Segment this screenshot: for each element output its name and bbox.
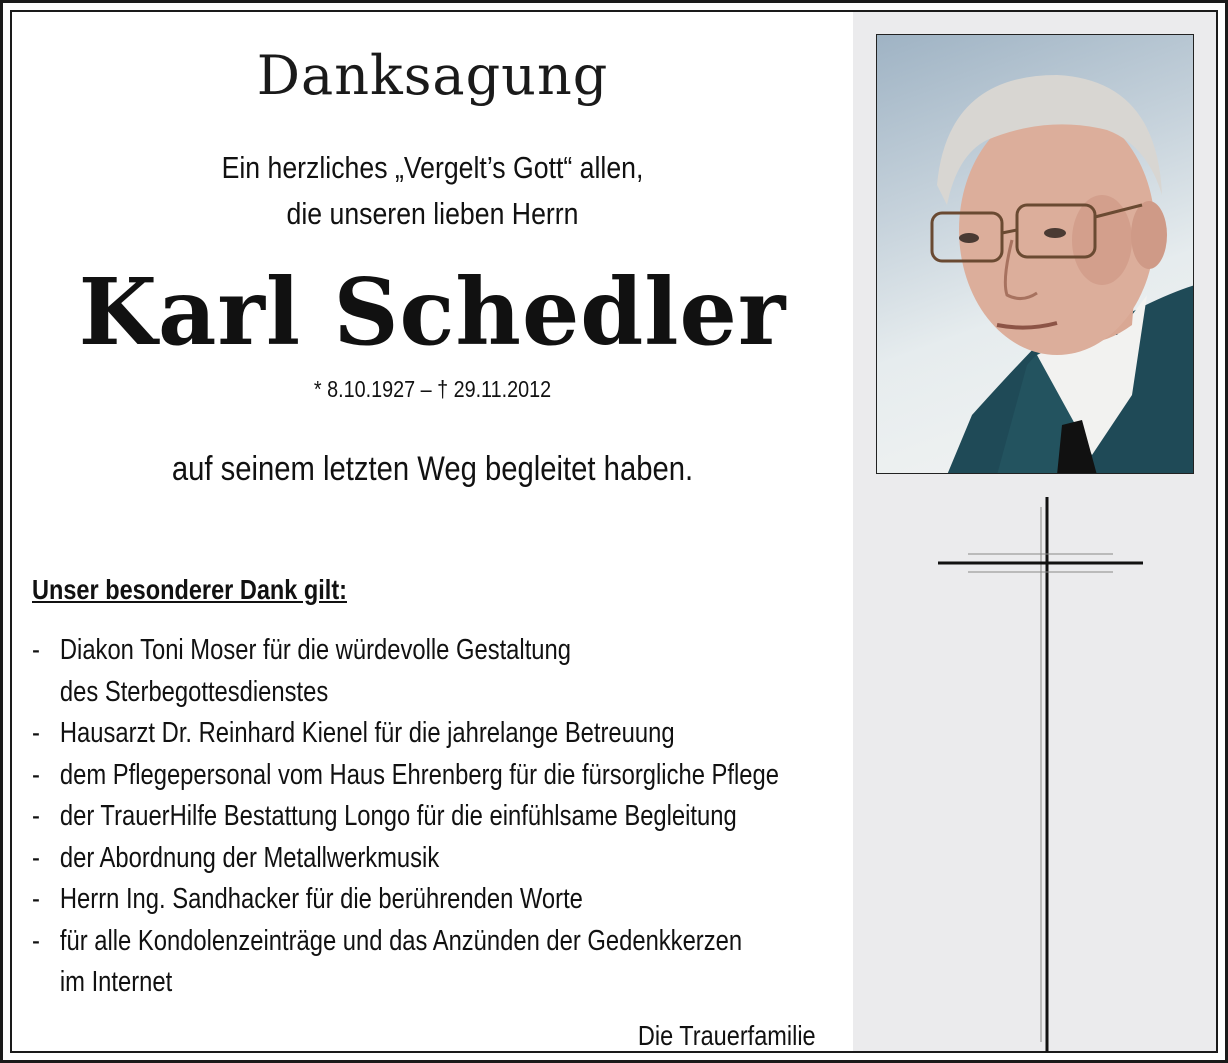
portrait-illustration bbox=[877, 35, 1194, 474]
deceased-name: Karl Schedler bbox=[78, 258, 787, 366]
list-bullet: - bbox=[32, 717, 40, 749]
list-item-text: für alle Kondolenzeinträge und das Anzünden der Gedenkkerzen bbox=[59, 924, 743, 957]
list-item-text: im Internet bbox=[59, 966, 173, 998]
list-bullet: - bbox=[32, 883, 40, 915]
closing-text: auf seinem letzten Weg begleitet haben. bbox=[171, 450, 694, 488]
list-item-text: des Sterbegottesdienstes bbox=[59, 675, 329, 708]
thanks-heading: Unser besonderer Dank gilt: bbox=[32, 574, 347, 605]
cross-icon bbox=[938, 497, 1148, 1052]
obituary-card bbox=[10, 10, 1218, 1053]
list-item bbox=[32, 713, 770, 755]
side-panel bbox=[853, 12, 1216, 1051]
list-bullet: - bbox=[32, 800, 40, 832]
lead-line-1: Ein herzliches „Vergelt’s Gott“ allen, bbox=[221, 150, 644, 185]
life-dates: * 8.10.1927 – † 29.11.2012 bbox=[313, 376, 552, 402]
list-bullet: - bbox=[32, 758, 40, 791]
list-item bbox=[32, 755, 779, 797]
list-item-text: Diakon Toni Moser für die würdevolle Gestaltung bbox=[59, 634, 571, 666]
list-bullet: - bbox=[32, 924, 40, 957]
list-item-text: der Abordnung der Metallwerkmusik bbox=[59, 841, 440, 874]
list-item-continuation bbox=[32, 962, 770, 1004]
list-item bbox=[32, 630, 770, 672]
lead-text bbox=[71, 145, 794, 237]
list-item bbox=[32, 921, 770, 963]
list-item-continuation bbox=[32, 672, 770, 714]
portrait-photo bbox=[876, 34, 1194, 474]
list-item bbox=[32, 796, 770, 838]
list-item bbox=[32, 838, 770, 880]
list-item-text: Herrn Ing. Sandhacker für die berührenden Worte bbox=[59, 883, 583, 915]
thanks-list bbox=[32, 630, 779, 1004]
heading: Danksagung bbox=[256, 44, 609, 107]
list-item bbox=[32, 879, 770, 921]
lead-line-2: die unseren lieben Herrn bbox=[286, 196, 579, 231]
list-item-text: Hausarzt Dr. Reinhard Kienel für die jahrelange Betreuung bbox=[59, 717, 675, 749]
signature: Die Trauerfamilie bbox=[638, 1020, 816, 1051]
list-bullet: - bbox=[32, 634, 40, 666]
list-item-text: dem Pflegepersonal vom Haus Ehrenberg für die fürsorgliche Pflege bbox=[59, 758, 779, 791]
list-item-text: der TrauerHilfe Bestattung Longo für die einfühlsame Begleitung bbox=[59, 800, 737, 832]
list-bullet: - bbox=[32, 841, 40, 874]
